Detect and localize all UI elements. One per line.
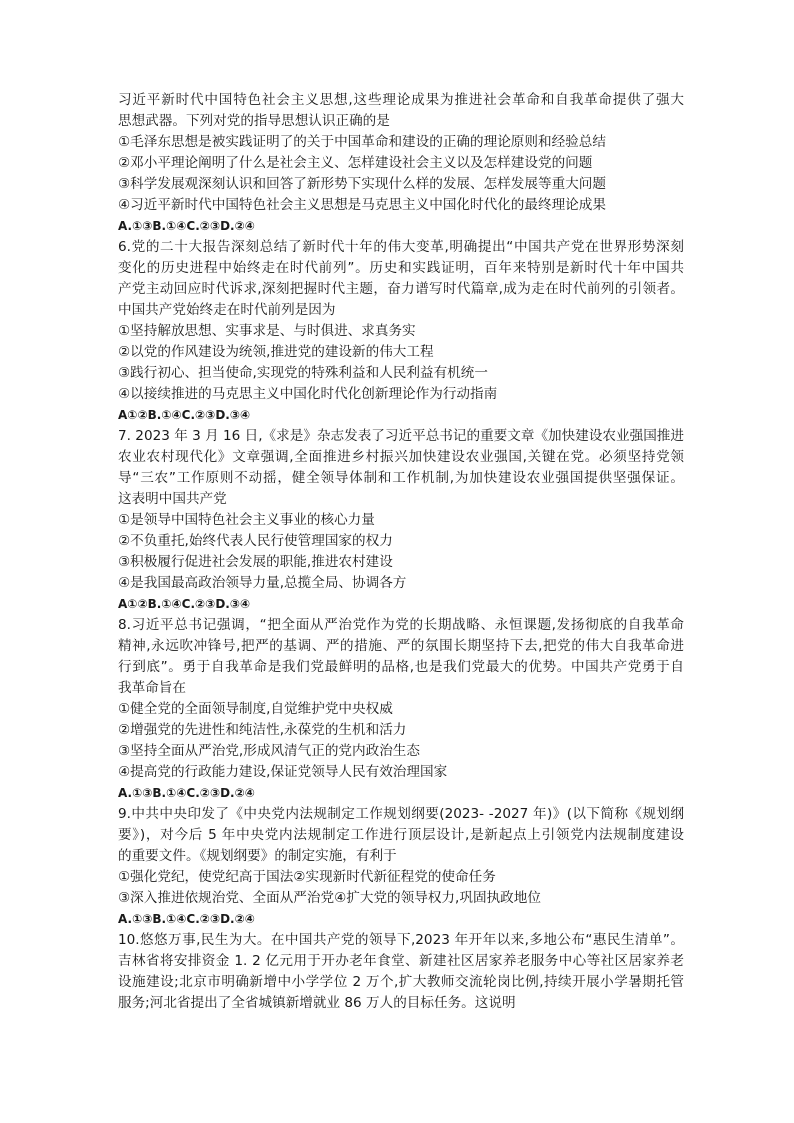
q5-item: ④习近平新时代中国特色社会主义思想是马克思主义中国化时代化的最终理论成果 [118,197,606,213]
q8-item: ②增强党的先进性和纯洁性,永葆党的生机和活力 [118,722,407,738]
q5-stem-line: 习近平新时代中国特色社会主义思想,这些理论成果为推进社会革命和自我革命提供了强大 [118,92,684,108]
q6-answer-options: A①②B.①④C.②③D.③④ [118,408,251,422]
q8-answer-options: A.①③B.①④C.②③D.②④ [118,786,255,800]
q7-item: ③积极履行促进社会发展的职能,推进农村建设 [118,554,393,570]
q8-stem-line: 8.习近平总书记强调，“把全面从严治党作为党的长期战略、永恒课题,发扬彻底的自我革命 [118,617,684,633]
q10-stem-line: 服务;河北省提出了全省城镇新增就业 86 万人的目标任务。这说明 [118,995,516,1011]
q5-item: ②邓小平理论阐明了什么是社会主义、怎样建设社会主义以及怎样建设党的问题 [118,155,593,171]
q6-item: ④以接续推进的马克思主义中国化时代化创新理论作为行动指南 [118,386,498,402]
q7-stem-line: 农业农村现代化》文章强调,全面推进乡村振兴加快建设农业强国,关键在党。必须坚持党领 [118,449,684,465]
q8-item: ①健全党的全面领导制度,自觉维护党中央权威 [118,701,393,717]
q9-stem-line: 要》)，对今后 5 年中央党内法规制定工作进行顶层设计,是新起点上引领党内法规制度建设 [118,827,684,843]
q5-item: ①毛泽东思想是被实践证明了的关于中国革命和建设的正确的理论原则和经验总结 [118,134,606,150]
q9-stem-line: 的重要文件。《规划纲要》的制定实施，有利于 [118,848,397,864]
q10-stem-line: 10.悠悠万事,民生为大。在中国共产党的领导下,2023 年开年以来,多地公布“惠民生清单”。 [118,932,684,948]
q7-item: ②不负重托,始终代表人民行使管理国家的权力 [118,533,393,549]
q10-stem-line: 吉林省将安排资金 1. 2 亿元用于开办老年食堂、新建社区居家养老服务中心等社区居家养老 [118,953,684,969]
q6-stem-line: 变化的历史进程中始终走在时代前列”。历史和实践证明，百年来特别是新时代十年中国共 [118,260,684,276]
q9-stem-line: 9.中共中央印发了《中央党内法规制定工作规划纲要(2023- -2027 年)》(以下简称《规划纲 [118,806,684,822]
q7-stem-line: 7. 2023 年 3 月 16 日,《求是》杂志发表了习近平总书记的重要文章《加快建设农业强国推进 [118,428,684,444]
q8-item: ④提高党的行政能力建设,保证党领导人民有效治理国家 [118,764,448,780]
q6-stem-line: 6.党的二十大报告深刻总结了新时代十年的伟大变革,明确提出“中国共产党在世界形势深刻 [118,239,684,255]
q5-item: ③科学发展观深刻认识和回答了新形势下实现什么样的发展、怎样发展等重大问题 [118,176,606,192]
q7-stem-line: 这表明中国共产党 [118,491,227,507]
q6-item: ②以党的作风建设为统领,推进党的建设新的伟大工程 [118,344,434,360]
q9-answer-options: A.①③B.①④C.②③D.②④ [118,912,255,926]
q7-answer-options: A①②B.①④C.②③D.③④ [118,597,251,611]
question-10 [118,930,684,1014]
q8-stem-line: 行到底”。勇于自我革命是我们党最鲜明的品格,也是我们党最大的优势。中国共产党勇于自 [118,659,684,675]
q10-stem-line: 设施建设;北京市明确新增中小学学位 2 万个,扩大教师交流轮岗比例,持续开展小学暑期托管 [118,974,684,990]
question-8 [118,615,684,804]
q8-item: ③坚持全面从严治党,形成风清气正的党内政治生态 [118,743,420,759]
q6-item: ①坚持解放思想、实事求是、与时俱进、求真务实 [118,323,416,339]
q5-stem-line: 思想武器。下列对党的指导思想认识正确的是 [118,113,390,129]
q9-item: ③深入推进依规治党、全面从严治党④扩大党的领导权力,巩固执政地位 [118,890,541,906]
q6-item: ③践行初心、担当使命,实现党的特殊利益和人民利益有机统一 [118,365,488,381]
document-page [118,90,684,1014]
q7-item: ①是领导中国特色社会主义事业的核心力量 [118,512,375,528]
question-5 [118,90,684,237]
q8-stem-line: 精神,永远吹冲锋号,把严的基调、严的措施、严的氛围长期坚持下去,把党的伟大自我革命进 [118,638,684,654]
question-6 [118,237,684,426]
q7-item: ④是我国最高政治领导力量,总揽全局、协调各方 [118,575,407,591]
q9-item: ①强化党纪，使党纪高于国法②实现新时代新征程党的使命任务 [118,869,496,885]
q8-stem-line: 我革命旨在 [118,680,186,696]
q5-answer-options: A.①③B.①④C.②③D.②④ [118,219,255,233]
q6-stem-line: 中国共产党始终走在时代前列是因为 [118,302,336,318]
question-9 [118,804,684,930]
question-7 [118,426,684,615]
q7-stem-line: 导“三农”工作原则不动摇，健全领导体制和工作机制,为加快建设农业强国提供坚强保证。 [118,470,684,486]
q6-stem-line: 产党主动回应时代诉求,深刻把握时代主题，奋力谱写时代篇章,成为走在时代前列的引领者。 [118,281,684,297]
